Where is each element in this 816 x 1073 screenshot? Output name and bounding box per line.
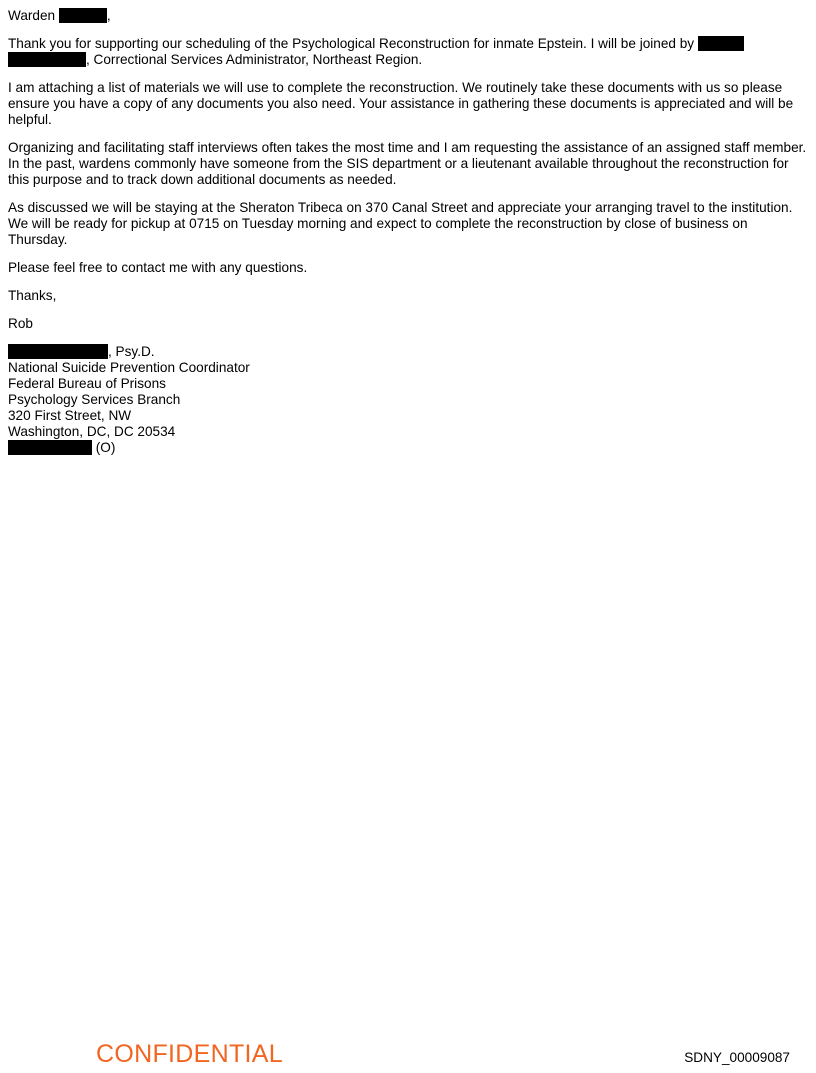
- signature-credential: , Psy.D.: [108, 344, 155, 359]
- redaction-box: [59, 8, 107, 23]
- redaction-box: [698, 36, 744, 51]
- signature-phone-line: [8, 440, 808, 456]
- signature-agency: Federal Bureau of Prisons: [8, 376, 166, 391]
- signature-block: [8, 344, 808, 456]
- salutation-prefix: Warden: [8, 8, 56, 23]
- redaction-box: [8, 440, 92, 455]
- paragraph-1-part-b: , Correctional Services Administrator, Northeast Region.: [86, 52, 423, 67]
- signature-street: 320 First Street, NW: [8, 408, 132, 423]
- confidential-stamp: CONFIDENTIAL: [96, 1040, 283, 1068]
- bates-number: SDNY_00009087: [684, 1050, 790, 1065]
- salutation: [8, 8, 808, 24]
- signature-title: National Suicide Prevention Coordinator: [8, 360, 250, 375]
- paragraph-3: Organizing and facilitating staff interviews often takes the most time and I am requesting the assistance of an assigned staff member. In the past, wardens commonly have someone from the SIS department or a lieutenant available throughout the reconstruction for this purpose and to track down additional documents as needed.: [8, 140, 807, 187]
- signature-city: Washington, DC, DC 20534: [8, 424, 176, 439]
- paragraph-1: [8, 36, 808, 68]
- paragraph-1-part-a: Thank you for supporting our scheduling of the Psychological Reconstruction for inmate Epstein. I will be joined by: [8, 36, 695, 51]
- closing: Thanks,: [8, 288, 57, 303]
- redaction-box: [8, 52, 86, 67]
- signature-branch: Psychology Services Branch: [8, 392, 181, 407]
- paragraph-5: Please feel free to contact me with any questions.: [8, 260, 308, 275]
- paragraph-2: I am attaching a list of materials we will use to complete the reconstruction. We routinely take these documents with us so please ensure you have a copy of any documents you also need. Your assistance in gathering these documents is appreciated and will be helpful.: [8, 80, 794, 127]
- signature-name-line: [8, 344, 808, 360]
- salutation-suffix: ,: [106, 8, 111, 23]
- email-body: [8, 8, 808, 456]
- signature-phone-suffix: (O): [95, 440, 116, 455]
- sender-first-name: Rob: [8, 316, 33, 331]
- redaction-box: [8, 344, 108, 359]
- paragraph-4: As discussed we will be staying at the Sheraton Tribeca on 370 Canal Street and appreciate your arranging travel to the institution. We will be ready for pickup at 0715 on Tuesday morning and expect to complete the reconstruction by close of business on Thursday.: [8, 200, 793, 247]
